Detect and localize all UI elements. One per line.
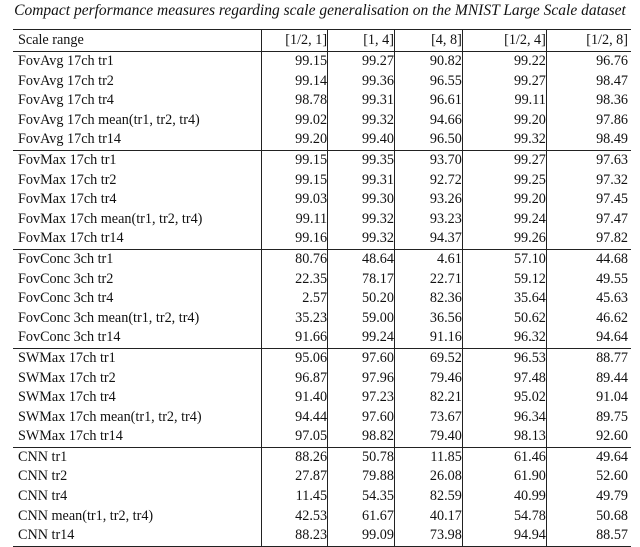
table-cell: 99.31 [328, 91, 395, 111]
table-cell: 46.62 [546, 309, 631, 329]
table-cell: 82.36 [394, 289, 462, 309]
table-row [13, 309, 631, 329]
table-cell: 99.31 [328, 171, 395, 191]
table-cell: 97.23 [328, 388, 395, 408]
row-label: FovConc 3ch tr2 [18, 270, 114, 287]
row-label: FovMax 17ch mean(tr1, tr2, tr4) [18, 210, 203, 227]
table-cell: 88.57 [546, 526, 631, 546]
table-cell: 99.03 [262, 190, 328, 210]
table-cell: 90.82 [394, 52, 462, 72]
table-cell: 35.64 [462, 289, 546, 309]
table-cell: 88.26 [262, 447, 328, 467]
table-cell: 99.32 [328, 210, 395, 230]
table-cell: 48.64 [328, 249, 395, 269]
table-cell: 99.36 [328, 72, 395, 92]
caption-text: Compact performance measures regarding scale generalisation on the MNIST Large Scale dataset [14, 2, 626, 19]
table-cell: 99.14 [262, 72, 328, 92]
table-cell: 92.60 [546, 427, 631, 447]
row-label: CNN tr4 [18, 488, 68, 505]
table-cell: 73.98 [394, 526, 462, 546]
table-cell: 99.11 [262, 210, 328, 230]
table-cell: 22.35 [262, 270, 328, 290]
row-label: FovAvg 17ch tr14 [18, 131, 121, 148]
table-cell: 88.77 [546, 348, 631, 368]
header-col-4: [1/2, 4] [462, 30, 546, 52]
table-cell: 97.86 [546, 111, 631, 131]
header-row [13, 30, 631, 52]
table-cell: 94.64 [546, 328, 631, 348]
table-group [13, 447, 631, 546]
row-label: CNN mean(tr1, tr2, tr4) [18, 507, 154, 524]
table-cell: 36.56 [394, 309, 462, 329]
table-row [13, 507, 631, 527]
table-cell: 99.25 [462, 171, 546, 191]
table-row [13, 91, 631, 111]
table-cell: 97.32 [546, 171, 631, 191]
table-cell: 96.55 [394, 72, 462, 92]
table-cell: 99.11 [462, 91, 546, 111]
table-row [13, 210, 631, 230]
row-label: SWMax 17ch tr4 [18, 389, 116, 406]
table-cell: 22.71 [394, 270, 462, 290]
table-cell: 61.67 [328, 507, 395, 527]
row-label: SWMax 17ch tr1 [13, 348, 262, 368]
table-cell: 79.88 [328, 467, 395, 487]
table-cell: 97.60 [328, 408, 395, 428]
table-cell: 82.21 [394, 388, 462, 408]
table-cell: 99.24 [462, 210, 546, 230]
table-row [13, 72, 631, 92]
row-label: FovConc 3ch mean(tr1, tr2, tr4) [18, 309, 200, 326]
table-cell: 96.34 [462, 408, 546, 428]
table-cell: 59.00 [328, 309, 395, 329]
table-cell: 91.16 [394, 328, 462, 348]
table-cell: 99.24 [328, 328, 395, 348]
row-label: FovMax 17ch tr2 [18, 171, 117, 188]
table-cell: 27.87 [262, 467, 328, 487]
table-cell: 88.23 [262, 526, 328, 546]
table-row [13, 52, 631, 72]
table-cell: 89.75 [546, 408, 631, 428]
row-label: FovAvg 17ch mean(tr1, tr2, tr4) [18, 111, 200, 128]
table-cell: 2.57 [262, 289, 328, 309]
table-cell: 94.44 [262, 408, 328, 428]
table-cell: 99.15 [262, 171, 328, 191]
table-cell: 98.82 [328, 427, 395, 447]
row-label: FovAvg 17ch tr2 [18, 72, 114, 89]
table-cell: 57.10 [462, 249, 546, 269]
row-label: FovConc 3ch tr4 [18, 290, 114, 307]
table-row [13, 111, 631, 131]
table-cell: 61.90 [462, 467, 546, 487]
table-cell: 82.59 [394, 487, 462, 507]
table-cell: 11.85 [394, 447, 462, 467]
table-cell: 11.45 [262, 487, 328, 507]
table-cell: 99.22 [462, 52, 546, 72]
table-cell: 69.52 [394, 348, 462, 368]
table-row [13, 150, 631, 170]
table-cell: 93.23 [394, 210, 462, 230]
table-cell: 96.50 [394, 130, 462, 150]
row-label: FovAvg 17ch tr1 [18, 53, 114, 69]
table-row [13, 447, 631, 467]
table-cell: 59.12 [462, 270, 546, 290]
table-cell: 96.87 [262, 369, 328, 389]
table-cell: 97.60 [328, 348, 395, 368]
table-cell: 93.26 [394, 190, 462, 210]
row-label: FovMax 17ch tr4 [18, 191, 117, 208]
table-cell: 97.05 [262, 427, 328, 447]
row-label: FovConc 3ch tr14 [18, 329, 121, 346]
table-cell: 49.79 [546, 487, 631, 507]
table-cell: 94.37 [394, 229, 462, 249]
table-cell: 79.46 [394, 369, 462, 389]
header-col-5: [1/2, 8] [546, 30, 631, 52]
table-cell: 96.32 [462, 328, 546, 348]
table-cell: 50.68 [546, 507, 631, 527]
table-group [13, 52, 631, 151]
table-cell: 49.64 [546, 447, 631, 467]
table-cell: 91.40 [262, 388, 328, 408]
table-cell: 96.61 [394, 91, 462, 111]
results-table [13, 29, 631, 547]
table-cell: 97.82 [546, 229, 631, 249]
table-cell: 94.66 [394, 111, 462, 131]
header-col-3: [4, 8] [394, 30, 462, 52]
table-row [13, 348, 631, 368]
table-row [13, 171, 631, 191]
table-row [13, 427, 631, 447]
table-cell: 26.08 [394, 467, 462, 487]
table-row [13, 526, 631, 546]
table-cell: 40.17 [394, 507, 462, 527]
table-cell: 52.60 [546, 467, 631, 487]
row-label: CNN tr1 [13, 447, 262, 467]
table-cell: 99.32 [328, 229, 395, 249]
table-cell: 99.27 [462, 150, 546, 170]
row-label: CNN tr14 [13, 526, 262, 546]
table-cell: 99.20 [462, 111, 546, 131]
table-cell: 44.68 [546, 249, 631, 269]
table-cell: 80.76 [262, 249, 328, 269]
row-label: FovMax 17ch tr14 [18, 230, 124, 247]
table-cell: 97.48 [462, 369, 546, 389]
table-cell: 98.36 [546, 91, 631, 111]
table-cell: 35.23 [262, 309, 328, 329]
row-label: FovAvg 17ch tr4 [18, 92, 114, 109]
table-cell: 78.17 [328, 270, 395, 290]
table-row [13, 270, 631, 290]
header-col-1: [1/2, 1] [262, 30, 328, 52]
table-cell: 93.70 [394, 150, 462, 170]
table-cell: 97.45 [546, 190, 631, 210]
table-cell: 89.44 [546, 369, 631, 389]
table-cell: 99.15 [262, 52, 328, 72]
table-cell: 99.20 [262, 130, 328, 150]
table-cell: 99.15 [262, 150, 328, 170]
table-cell: 96.53 [462, 348, 546, 368]
table-cell: 50.78 [328, 447, 395, 467]
table-group [13, 150, 631, 249]
table-row [13, 328, 631, 348]
table-cell: 99.27 [328, 52, 395, 72]
table-caption [0, 0, 640, 22]
table-row [13, 289, 631, 309]
table-cell: 61.46 [462, 447, 546, 467]
table-cell: 99.26 [462, 229, 546, 249]
table-row [13, 190, 631, 210]
table-header [13, 30, 631, 52]
table-cell: 99.20 [462, 190, 546, 210]
table-cell: 50.62 [462, 309, 546, 329]
table-row [13, 487, 631, 507]
header-col-2: [1, 4] [328, 30, 395, 52]
table-cell: 99.02 [262, 111, 328, 131]
table-cell: 97.96 [328, 369, 395, 389]
table-cell: 73.67 [394, 408, 462, 428]
table-cell: 49.55 [546, 270, 631, 290]
row-label: FovConc 3ch tr1 [13, 249, 262, 269]
row-label: SWMax 17ch tr2 [18, 369, 116, 386]
table-row [13, 249, 631, 269]
table-cell: 99.27 [462, 72, 546, 92]
table-cell: 42.53 [262, 507, 328, 527]
table-cell: 98.49 [546, 130, 631, 150]
table-cell: 45.63 [546, 289, 631, 309]
table-row [13, 229, 631, 249]
row-label: SWMax 17ch tr14 [18, 428, 123, 445]
table-cell: 95.02 [462, 388, 546, 408]
table-cell: 54.78 [462, 507, 546, 527]
table-cell: 50.20 [328, 289, 395, 309]
table-cell: 4.61 [394, 249, 462, 269]
table-cell: 54.35 [328, 487, 395, 507]
table-cell: 99.30 [328, 190, 395, 210]
row-label: CNN tr2 [18, 468, 68, 485]
table-cell: 99.32 [462, 130, 546, 150]
table-cell: 99.09 [328, 526, 395, 546]
table-cell: 94.94 [462, 526, 546, 546]
table-cell: 98.78 [262, 91, 328, 111]
table-row [13, 388, 631, 408]
table-group [13, 249, 631, 348]
table-cell: 95.06 [262, 348, 328, 368]
table-cell: 99.32 [328, 111, 395, 131]
table-cell: 91.04 [546, 388, 631, 408]
table-cell: 91.66 [262, 328, 328, 348]
table-cell: 97.47 [546, 210, 631, 230]
table-group [13, 348, 631, 447]
table-row [13, 408, 631, 428]
header-scale-range: Scale range [18, 32, 84, 48]
table-cell: 99.16 [262, 229, 328, 249]
table-cell: 98.13 [462, 427, 546, 447]
row-label: FovMax 17ch tr1 [13, 150, 262, 170]
table-cell: 40.99 [462, 487, 546, 507]
table-cell: 96.76 [546, 52, 631, 72]
table-row [13, 130, 631, 150]
table-cell: 97.63 [546, 150, 631, 170]
table-cell: 99.40 [328, 130, 395, 150]
table-cell: 99.35 [328, 150, 395, 170]
table-row [13, 467, 631, 487]
row-label: SWMax 17ch mean(tr1, tr2, tr4) [18, 408, 202, 425]
table-cell: 92.72 [394, 171, 462, 191]
table-row [13, 369, 631, 389]
table-cell: 98.47 [546, 72, 631, 92]
table-cell: 79.40 [394, 427, 462, 447]
